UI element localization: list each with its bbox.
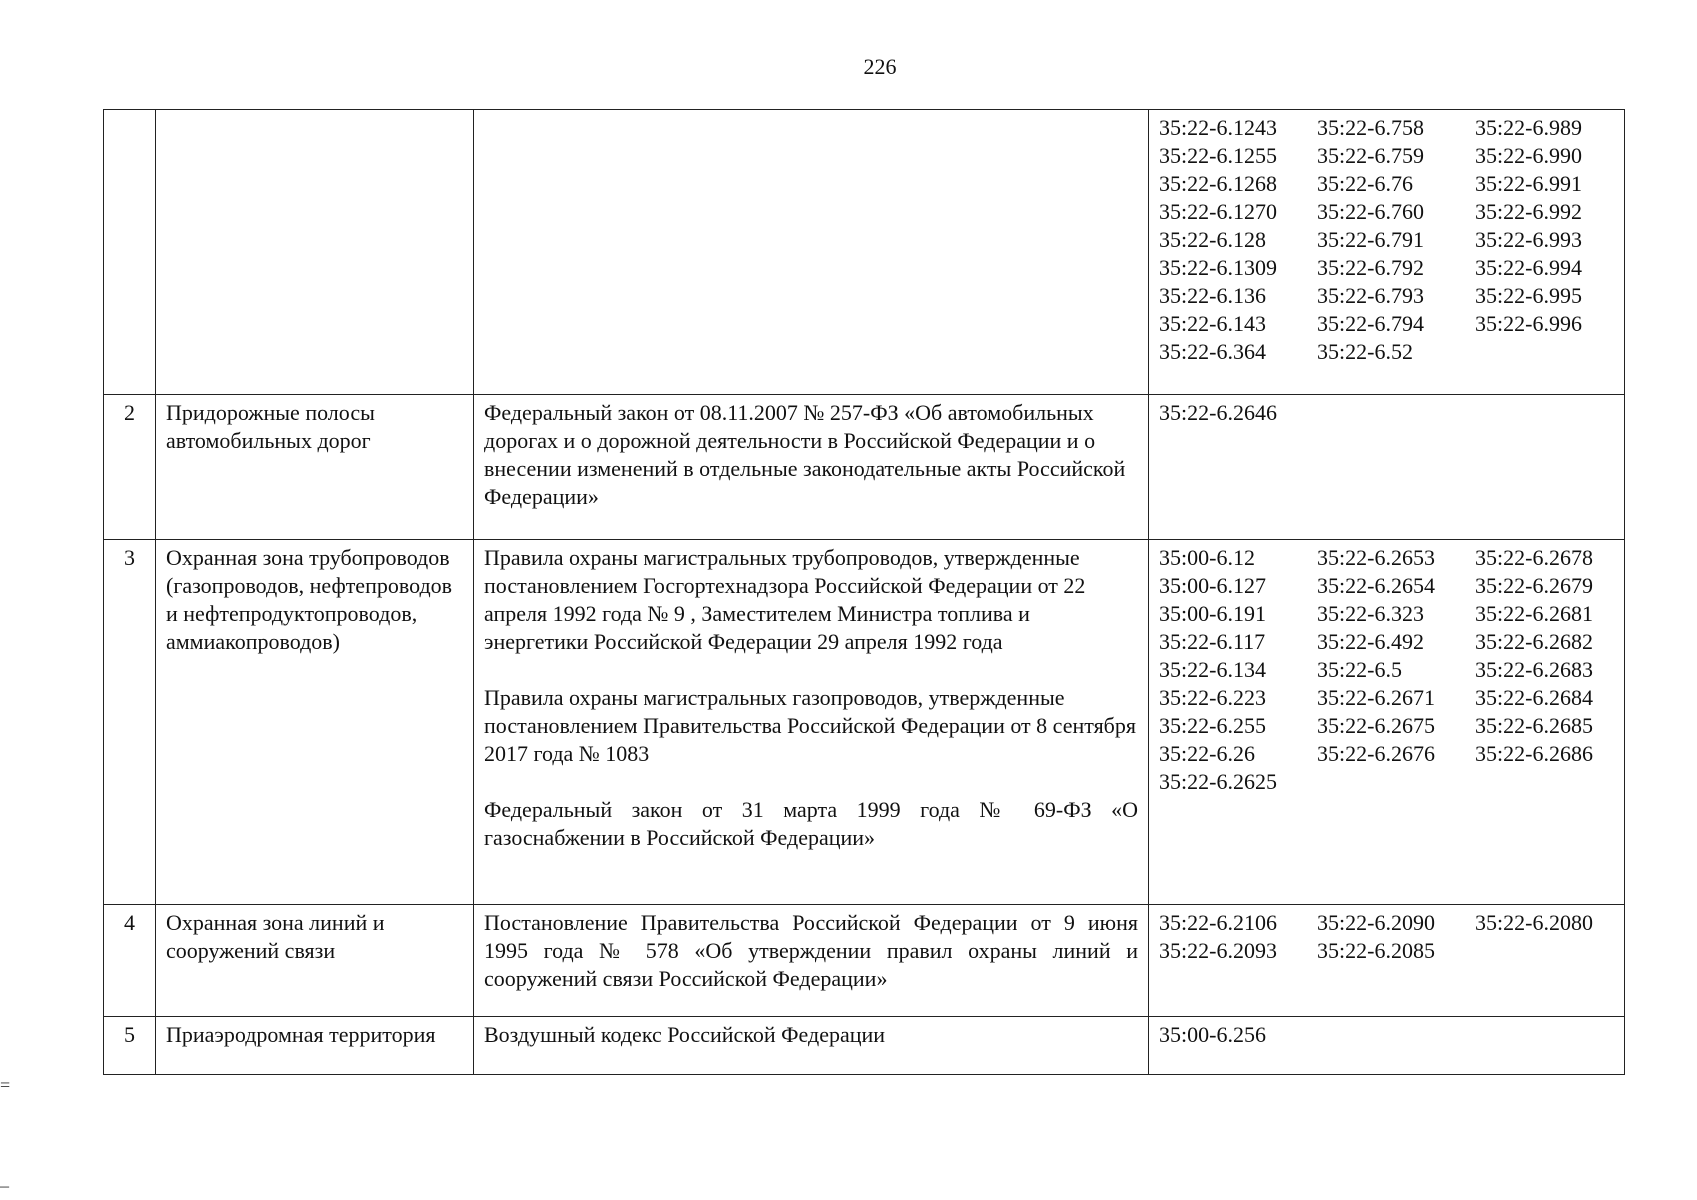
legal-documents [474, 905, 1149, 1017]
cadastral-code: 35:22-6.1255 [1159, 143, 1277, 168]
cadastral-code: 35:22-6.2675 [1317, 713, 1435, 738]
cadastral-code: 35:22-6.758 [1317, 115, 1424, 140]
cadastral-code [1475, 937, 1625, 965]
zone-name [156, 110, 474, 395]
cadastral-code: 35:22-6.134 [1159, 657, 1266, 682]
cadastral-code: 35:22-6.993 [1475, 227, 1582, 252]
cadastral-code: 35:22-6.2679 [1475, 573, 1593, 598]
cadastral-code: 35:22-6.2090 [1317, 910, 1435, 935]
legal-documents [474, 540, 1149, 905]
zone-name: Придорожные полосы автомобильных дорог [156, 395, 474, 540]
cadastral-code: 35:22-6.760 [1317, 199, 1424, 224]
cadastral-code: 35:22-6.989 [1475, 115, 1582, 140]
table-row [104, 905, 1625, 1017]
cadastral-code: 35:22-6.791 [1317, 227, 1424, 252]
cadastral-code: 35:22-6.2106 [1159, 910, 1277, 935]
table-row [104, 540, 1625, 905]
margin-mark-equals: = [0, 1075, 11, 1095]
page-number: 226 [863, 54, 897, 79]
cadastral-code: 35:22-6.2681 [1475, 601, 1593, 626]
cadastral-code: 35:22-6.143 [1159, 311, 1266, 336]
cadastral-code: 35:22-6.26 [1159, 741, 1255, 766]
cadastral-code [1317, 768, 1475, 796]
cadastral-code: 35:22-6.2676 [1317, 741, 1435, 766]
cadastral-codes [1149, 395, 1625, 540]
cadastral-code: 35:22-6.994 [1475, 255, 1582, 280]
margin-mark-dash: _ [0, 1169, 9, 1189]
row-number: 5 [104, 1017, 156, 1075]
cadastral-code: 35:22-6.2654 [1317, 573, 1435, 598]
legal-document: Федеральный закон от 08.11.2007 № 257-ФЗ «Об автомобильных дорогах и о дорожной деятельности в Российской Федерации и о внесении изменений в отдельные законодательные акты Российской Федерации» [484, 400, 1126, 509]
cadastral-code: 35:00-6.127 [1159, 573, 1266, 598]
cadastral-code: 35:22-6.2685 [1475, 713, 1593, 738]
cadastral-code: 35:22-6.117 [1159, 629, 1266, 654]
cadastral-code: 35:22-6.136 [1159, 283, 1266, 308]
cadastral-code: 35:00-6.256 [1159, 1022, 1266, 1047]
cadastral-code: 35:22-6.995 [1475, 283, 1582, 308]
cadastral-code: 35:22-6.2683 [1475, 657, 1593, 682]
cadastral-code [1475, 338, 1625, 366]
cadastral-codes [1149, 540, 1625, 905]
table-row [104, 395, 1625, 540]
legal-document: Воздушный кодекс Российской Федерации [484, 1022, 886, 1047]
cadastral-code: 35:22-6.2080 [1475, 910, 1593, 935]
cadastral-code: 35:22-6.2085 [1317, 938, 1435, 963]
cadastral-code: 35:22-6.996 [1475, 311, 1582, 336]
cadastral-code: 35:22-6.992 [1475, 199, 1582, 224]
cadastral-code: 35:22-6.990 [1475, 143, 1582, 168]
table-row [104, 1017, 1625, 1075]
legal-document: Правила охраны магистральных трубопроводов, утвержденные постановлением Госгортехнадзора Российской Федерации от 22 апреля 1992 года № 9 , Заместителем Министра топлива и энергетики Российской Федерации 29 апреля 1992 года [484, 545, 1086, 654]
cadastral-code: 35:22-6.128 [1159, 227, 1266, 252]
cadastral-code: 35:22-6.991 [1475, 171, 1582, 196]
cadastral-code: 35:22-6.223 [1159, 685, 1266, 710]
legal-document: Постановление Правительства Российской Федерации от 9 июня 1995 года № 578 «Об утверждении правил охраны линий и сооружений связи Российской Федерации» [484, 910, 1138, 991]
table-row [104, 110, 1625, 395]
legal-document: Правила охраны магистральных газопроводов, утвержденные постановлением Правительства Российской Федерации от 8 сентября 2017 года № 1083 [484, 685, 1136, 766]
legal-documents [474, 395, 1149, 540]
row-number [104, 110, 156, 395]
cadastral-code: 35:22-6.2682 [1475, 629, 1593, 654]
cadastral-codes [1149, 1017, 1625, 1075]
cadastral-code: 35:22-6.2093 [1159, 938, 1277, 963]
cadastral-codes [1149, 110, 1625, 395]
legal-documents [474, 110, 1149, 395]
cadastral-code: 35:22-6.364 [1159, 339, 1266, 364]
cadastral-code: 35:22-6.492 [1317, 629, 1424, 654]
row-number: 4 [104, 905, 156, 1017]
cadastral-code: 35:22-6.2646 [1159, 400, 1277, 425]
row-number: 3 [104, 540, 156, 905]
cadastral-code: 35:00-6.12 [1159, 545, 1255, 570]
cadastral-code: 35:22-6.793 [1317, 283, 1424, 308]
cadastral-code: 35:22-6.794 [1317, 311, 1424, 336]
cadastral-code: 35:22-6.759 [1317, 143, 1424, 168]
legal-document: Федеральный закон от 31 марта 1999 года № 69-ФЗ «О газоснабжении в Российской Федерации» [484, 797, 1138, 850]
zone-name: Охранная зона линий и сооружений связи [156, 905, 474, 1017]
cadastral-code: 35:22-6.255 [1159, 713, 1266, 738]
cadastral-code: 35:22-6.1243 [1159, 115, 1277, 140]
legal-documents [474, 1017, 1149, 1075]
cadastral-code: 35:22-6.2684 [1475, 685, 1593, 710]
cadastral-code [1475, 768, 1625, 796]
cadastral-code: 35:22-6.52 [1317, 339, 1413, 364]
zone-name: Приаэродромная территория [156, 1017, 474, 1075]
cadastral-code: 35:22-6.2653 [1317, 545, 1435, 570]
zone-name: Охранная зона трубопроводов (газопроводов, нефтепроводов и нефтепродуктопроводов, аммиакопроводов) [156, 540, 474, 905]
cadastral-code: 35:22-6.76 [1317, 171, 1413, 196]
cadastral-code: 35:22-6.2671 [1317, 685, 1435, 710]
cadastral-code: 35:22-6.1270 [1159, 199, 1277, 224]
zones-table [103, 109, 1625, 1075]
row-number: 2 [104, 395, 156, 540]
cadastral-code: 35:22-6.323 [1317, 601, 1424, 626]
cadastral-code: 35:00-6.191 [1159, 601, 1266, 626]
cadastral-codes [1149, 905, 1625, 1017]
cadastral-code: 35:22-6.2678 [1475, 545, 1593, 570]
cadastral-code: 35:22-6.792 [1317, 255, 1424, 280]
cadastral-code: 35:22-6.1309 [1159, 255, 1277, 280]
cadastral-code: 35:22-6.2625 [1159, 769, 1277, 794]
cadastral-code: 35:22-6.1268 [1159, 171, 1277, 196]
cadastral-code: 35:22-6.2686 [1475, 741, 1593, 766]
cadastral-code: 35:22-6.5 [1317, 657, 1402, 682]
